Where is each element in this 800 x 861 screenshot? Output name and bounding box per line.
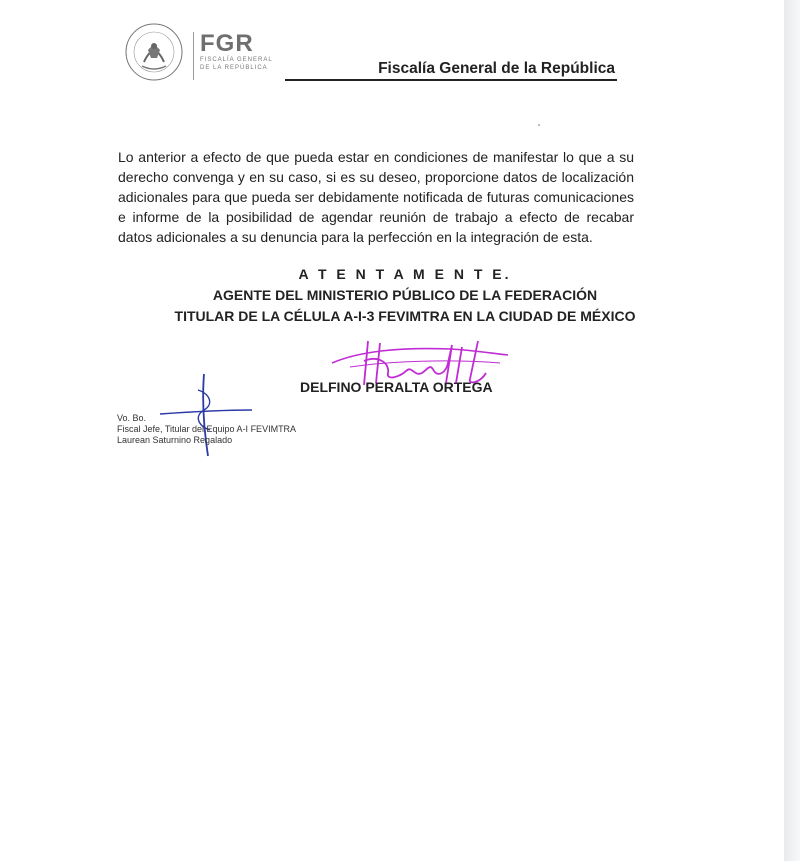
mexican-coat-of-arms-seal: [124, 22, 184, 82]
page-edge-shadow: [784, 0, 800, 861]
closing-block: [100, 264, 710, 327]
logo-text: FGR: [200, 30, 254, 57]
vobo-name: Laurean Saturnino Regalado: [117, 435, 233, 445]
vobo-block: [117, 413, 296, 446]
salutation: A T E N T A M E N T E.: [298, 266, 512, 282]
logo-subtitle-line-1: FISCALÍA GENERAL: [200, 57, 273, 63]
logo-subtitle-line-2: DE LA REPÚBLICA: [200, 65, 268, 71]
signer-position-line-1: AGENTE DEL MINISTERIO PÚBLICO DE LA FEDERACIÓN: [212, 287, 598, 303]
fgr-logo: [193, 32, 280, 80]
signer-name: DELFINO PERALTA ORTEGA: [300, 379, 493, 395]
vobo-heading: Vo. Bo.: [117, 413, 147, 423]
handwritten-signature-main: [330, 333, 510, 393]
body-paragraph: Lo anterior a efecto de que pueda estar en condiciones de manifestar lo que a su derecho convenga y en su caso, si es su deseo, proporcione datos de localización adicionales para que pueda ser debidamente notificada de futuras comunicaciones e informe de la posibilidad de agendar reunión de trabajo a efecto de recabar datos adicionales a su denuncia para la perfección en la integración de esta.: [118, 149, 634, 245]
header-title: Fiscalía General de la República: [378, 60, 615, 77]
header-underline: [285, 79, 617, 81]
vobo-title: Fiscal Jefe, Titular del Equipo A-I FEVIMTRA: [117, 424, 297, 434]
scan-speck: [538, 124, 540, 126]
signer-position-line-2: TITULAR DE LA CÉLULA A-I-3 FEVIMTRA EN LA CIUDAD DE MÉXICO: [174, 308, 636, 324]
